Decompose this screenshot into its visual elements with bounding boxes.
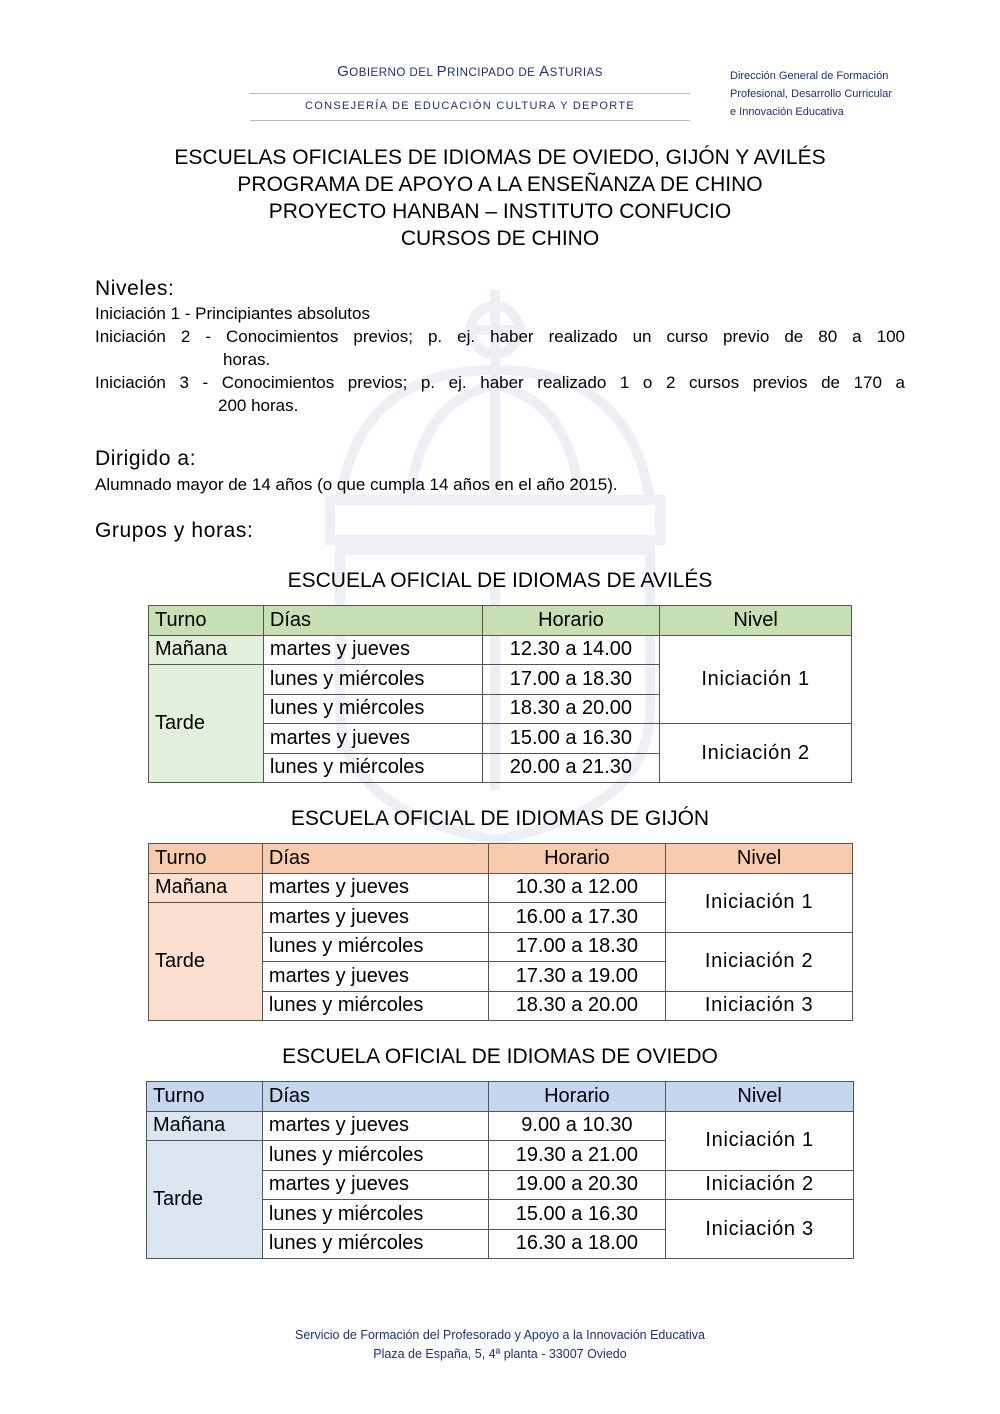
nivel-cell: Iniciación 1 [666,873,853,932]
direccion-line: e Innovación Educativa [730,106,844,118]
dias-cell: lunes y miércoles [263,694,482,724]
footer-service: Servicio de Formación del Profesorado y Apoyo a la Innovación Educativa [295,1328,705,1342]
gijon-schedule-table [148,843,853,1021]
col-header-nivel: Nivel [666,1082,854,1112]
col-header-nivel: Nivel [666,844,853,874]
dias-cell: martes y jueves [263,724,482,754]
dias-cell: martes y jueves [262,1170,488,1200]
gov-header-part: RINCIPADO DE [447,67,540,79]
title-line: CURSOS DE CHINO [400,227,600,250]
horario-cell: 9.00 a 10.30 [488,1111,666,1141]
nivel-1-text: Iniciación 1 - Principiantes absolutos [95,304,370,323]
col-header-turno: Turno [147,1082,263,1112]
horario-cell: 10.30 a 12.00 [488,873,666,903]
turno-cell: Tarde [149,903,263,1021]
horario-cell: 19.00 a 20.30 [488,1170,666,1200]
horario-cell: 16.00 a 17.30 [488,903,666,933]
dirigido-heading: Dirigido a: [95,447,197,470]
title-line: PROGRAMA DE APOYO A LA ENSEÑANZA DE CHINO [237,173,763,196]
oviedo-table-title: ESCUELA OFICIAL DE IDIOMAS DE OVIEDO [282,1045,718,1068]
oviedo-schedule-table [146,1081,854,1259]
col-header-turno: Turno [149,606,264,636]
col-header-turno: Turno [149,844,263,874]
gov-header-part: P [436,63,448,80]
dias-cell: lunes y miércoles [263,753,482,783]
col-header-dias: Días [263,606,482,636]
dias-cell: lunes y miércoles [262,1229,488,1259]
title-line: PROYECTO HANBAN – INSTITUTO CONFUCIO [268,200,732,223]
header-divider-top [250,93,690,94]
gov-header-part: G [337,63,350,80]
nivel-cell: Iniciación 2 [666,932,853,991]
dias-cell: martes y jueves [262,962,488,992]
dias-cell: martes y jueves [262,873,488,903]
table-row [149,873,853,903]
dias-cell: martes y jueves [262,1111,488,1141]
horario-cell: 18.30 a 20.00 [482,694,660,724]
nivel-cell: Iniciación 2 [660,724,852,783]
government-header [250,63,690,80]
gov-header-part: A [539,63,550,80]
col-header-dias: Días [262,844,488,874]
direccion-line: Dirección General de Formación [730,70,889,82]
horario-cell: 18.30 a 20.00 [488,991,666,1021]
nivel-3-text: Iniciación 3 - Conocimientos previos; p. ej. haber realizado 1 o 2 cursos previos de 170 a [95,373,905,392]
table-header-row [149,606,852,636]
col-header-horario: Horario [488,1082,666,1112]
niveles-heading: Niveles: [95,277,175,300]
title-line: ESCUELAS OFICIALES DE IDIOMAS DE OVIEDO, GIJÓN Y AVILÉS [174,146,826,169]
horario-cell: 20.00 a 21.30 [482,753,660,783]
horario-cell: 17.00 a 18.30 [488,932,666,962]
horario-cell: 17.30 a 19.00 [488,962,666,992]
dias-cell: lunes y miércoles [262,991,488,1021]
document-title [0,144,1000,252]
footer [0,1326,1000,1364]
nivel-cell: Iniciación 1 [666,1111,854,1170]
footer-address: Plaza de España, 5, 4ª planta - 33007 Oviedo [373,1347,627,1361]
dias-cell: martes y jueves [263,635,482,665]
table-row [149,635,852,665]
dias-cell: lunes y miércoles [262,1200,488,1230]
col-header-dias: Días [262,1082,488,1112]
turno-cell: Mañana [147,1111,263,1141]
niveles-list [95,302,905,417]
gov-header-part: STURIAS [549,67,603,79]
table-header-row [147,1082,854,1112]
direccion-general-block [730,67,930,121]
grupos-heading: Grupos y horas: [95,519,254,542]
aviles-schedule-table [148,605,852,783]
nivel-2-text-cont: horas. [223,350,271,369]
nivel-cell: Iniciación 2 [666,1170,854,1200]
col-header-horario: Horario [488,844,666,874]
nivel-2-text: Iniciación 2 - Conocimientos previos; p. ej. haber realizado un curso previo de 80 a 100 [95,327,905,346]
horario-cell: 15.00 a 16.30 [482,724,660,754]
direccion-line: Profesional, Desarrollo Curricular [730,88,893,100]
table-header-row [149,844,853,874]
table-row [147,1111,854,1141]
nivel-cell: Iniciación 3 [666,1200,854,1259]
turno-cell: Mañana [149,873,263,903]
turno-cell: Tarde [147,1141,263,1259]
gov-header-part: OBIERNO DEL [349,67,437,79]
horario-cell: 17.00 a 18.30 [482,665,660,695]
dirigido-text: Alumnado mayor de 14 años (o que cumpla 14 años en el año 2015). [95,475,618,494]
nivel-3-text-cont: 200 horas. [218,396,299,415]
horario-cell: 19.30 a 21.00 [488,1141,666,1171]
horario-cell: 15.00 a 16.30 [488,1200,666,1230]
turno-cell: Mañana [149,635,264,665]
dias-cell: lunes y miércoles [262,932,488,962]
consejeria-label: CONSEJERÍA DE EDUCACIÓN CULTURA Y DEPORTE [305,100,635,112]
nivel-cell: Iniciación 1 [660,635,852,724]
nivel-cell: Iniciación 3 [666,991,853,1021]
horario-cell: 12.30 a 14.00 [482,635,660,665]
dias-cell: martes y jueves [262,903,488,933]
col-header-horario: Horario [482,606,660,636]
dias-cell: lunes y miércoles [263,665,482,695]
aviles-table-title: ESCUELA OFICIAL DE IDIOMAS DE AVILÉS [287,569,713,592]
dias-cell: lunes y miércoles [262,1141,488,1171]
col-header-nivel: Nivel [660,606,852,636]
turno-cell: Tarde [149,665,264,783]
horario-cell: 16.30 a 18.00 [488,1229,666,1259]
gijon-table-title: ESCUELA OFICIAL DE IDIOMAS DE GIJÓN [290,807,710,830]
header-divider-bottom [250,120,690,121]
